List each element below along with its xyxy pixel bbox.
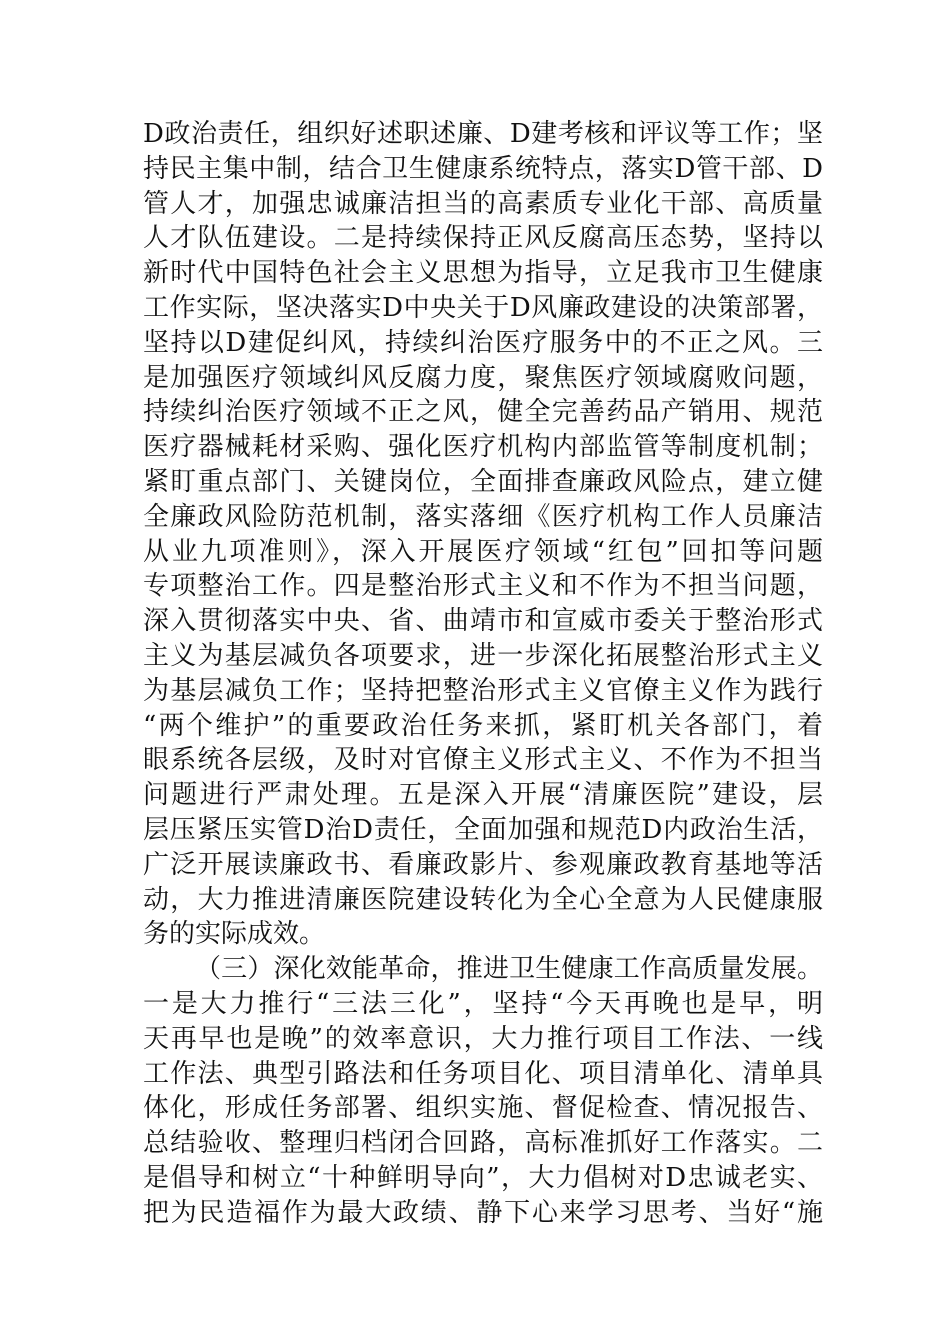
text-line: 紧盯重点部门、关键岗位，全面排查廉政风险点，建立健: [143, 466, 823, 497]
text-line: 眼系统各层级，及时对官僚主义形式主义、不作为不担当: [143, 745, 823, 776]
text-line: 体化，形成任务部署、组织实施、督促检查、情况报告、: [143, 1093, 823, 1124]
paragraph-end-line: 务的实际成效。: [143, 919, 326, 950]
text-line: 持民主集中制，结合卫生健康系统特点，落实D管干部、D: [143, 153, 823, 184]
text-line: 总结验收、整理归档闭合回路，高标准抓好工作落实。二: [143, 1128, 823, 1159]
text-line: 问题进行严肃处理。五是深入开展“清廉医院”建设，层: [143, 780, 823, 811]
text-line: 专项整治工作。四是整治形式主义和不作为不担当问题，: [143, 571, 823, 602]
text-line: 医疗器械耗材采购、强化医疗机构内部监管等制度机制；: [143, 432, 823, 463]
text-line: 工作法、典型引路法和任务项目化、项目清单化、清单具: [143, 1058, 823, 1089]
text-line: 动，大力推进清廉医院建设转化为全心全意为人民健康服: [143, 884, 823, 915]
text-line: 层压紧压实管D治D责任，全面加强和规范D内政治生活，: [143, 814, 823, 845]
text-line: 是倡导和树立“十种鲜明导向”，大力倡树对D忠诚老实、: [143, 1162, 823, 1193]
text-line: 持续纠治医疗领域不正之风，健全完善药品产销用、规范: [143, 397, 823, 428]
text-line: 广泛开展读廉政书、看廉政影片、参观廉政教育基地等活: [143, 849, 823, 880]
text-line: 新时代中国特色社会主义思想为指导，立足我市卫生健康: [143, 258, 823, 289]
text-line: 一是大力推行“三法三化”，坚持“今天再晚也是早，明: [143, 988, 823, 1019]
text-line: 坚持以D建促纠风，持续纠治医疗服务中的不正之风。三: [143, 327, 823, 358]
document-body: [143, 117, 823, 1231]
text-line: 天再早也是晚”的效率意识，大力推行项目工作法、一线: [143, 1023, 823, 1054]
text-line: 为基层减负工作；坚持把整治形式主义官僚主义作为践行: [143, 675, 823, 706]
text-line: 管人才，加强忠诚廉洁担当的高素质专业化干部、高质量: [143, 188, 823, 219]
text-line: 是加强医疗领域纠风反腐力度，聚焦医疗领域腐败问题，: [143, 362, 823, 393]
text-line: 人才队伍建设。二是持续保持正风反腐高压态势，坚持以: [143, 223, 823, 254]
text-line: 把为民造福作为最大政绩、静下心来学习思考、当好“施: [143, 1197, 823, 1228]
text-line: D政治责任，组织好述职述廉、D建考核和评议等工作；坚: [143, 119, 823, 149]
text-line: 工作实际，坚决落实D中央关于D风廉政建设的决策部署，: [143, 292, 823, 323]
text-line: 深入贯彻落实中央、省、曲靖市和宣威市委关于整治形式: [143, 606, 823, 637]
text-line: 主义为基层减负各项要求，进一步深化拓展整治形式主义: [143, 640, 823, 671]
text-line: 从业九项准则》，深入开展医疗领域“红包”回扣等问题: [143, 536, 823, 567]
text-line: 全廉政风险防范机制，落实落细《医疗机构工作人员廉洁: [143, 501, 823, 532]
text-line: “两个维护”的重要政治任务来抓，紧盯机关各部门，着: [143, 710, 823, 741]
section-heading-line: （三）深化效能革命，推进卫生健康工作高质量发展。: [195, 954, 823, 985]
